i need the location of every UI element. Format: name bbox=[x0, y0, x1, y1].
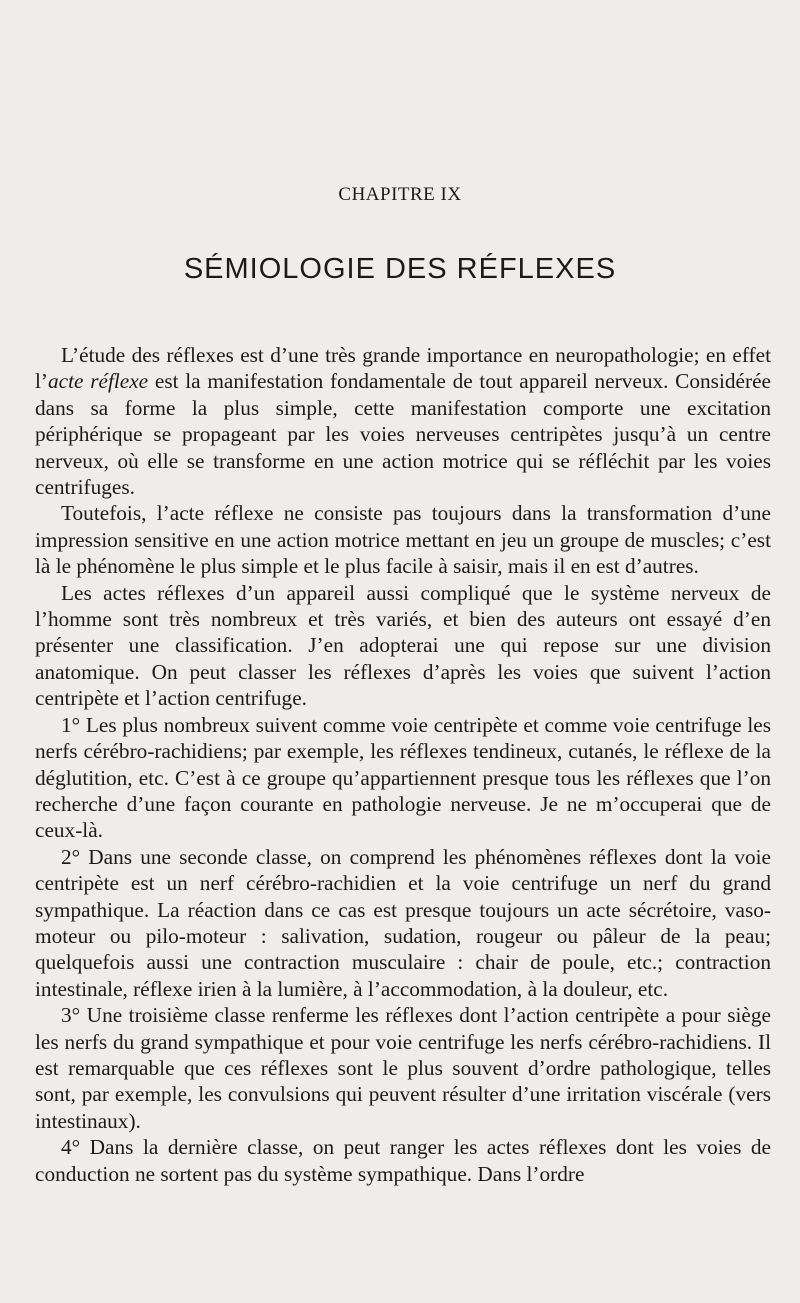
paragraph: 1° Les plus nombreux suivent comme voie centripète et comme voie centrifuge les nerfs cérébro-rachidiens; par exemple, les réflexes tendineux, cutanés, le réflexe de la déglutition, etc. C’est à ce groupe qu’appartiennent presque tous les réflexes que l’on recherche d’une façon courante en pathologie nerveuse. Je ne m’occuperai que de ceux-là. bbox=[35, 712, 771, 843]
chapter-title: SÉMIOLOGIE DES RÉFLEXES bbox=[183, 253, 617, 285]
paragraph: 3° Une troisième classe renferme les réflexes dont l’action centripète a pour siège les nerfs du grand sympathique et pour voie centrifuge les nerfs cérébro-rachidiens. Il est remarquable que ces réflexes sont le plus souvent d’ordre pathologique, telles sont, par exemple, les convulsions qui peuvent résulter d’une irritation viscérale (vers intestinaux). bbox=[35, 1003, 771, 1133]
chapter-heading: CHAPITRE IX bbox=[338, 184, 462, 205]
paragraph: 4° Dans la dernière classe, on peut ranger les actes réflexes dont les voies de conduction ne sortent pas du système sympathique. Dans l’ordre bbox=[35, 1135, 771, 1186]
paragraph-text: L’étude des réflexes est d’une très grande importance en neuropathologie; en effet l’ bbox=[35, 343, 771, 394]
emphasis-text: acte réflexe bbox=[48, 369, 149, 394]
paragraph: Les actes réflexes d’un appareil aussi compliqué que le système nerveux de l’homme sont très nombreux et très variés, et bien des auteurs ont essayé d’en présenter une classification. J’en adopterai une qui repose sur une division anatomique. On peut classer les réflexes d’après les voies que suivent l’action centripète et l’action centrifuge. bbox=[35, 580, 771, 711]
body-text bbox=[35, 342, 771, 1187]
paragraph: 2° Dans une seconde classe, on comprend les phénomènes réflexes dont la voie centripète est un nerf cérébro-rachidien et la voie centrifuge un nerf du grand sympathique. La réaction dans ce cas est presque toujours un acte sécrétoire, vaso-moteur ou pilo-moteur : salivation, sudation, rougeur ou pâleur de la peau; quelquefois aussi une contraction musculaire : chair de poule, etc.; contraction intestinale, réflexe irien à la lumière, à l’accommodation, à la douleur, etc. bbox=[35, 844, 771, 1001]
paragraph-text: est la manifestation fondamentale de tout appareil nerveux. Considérée dans sa forme la plus simple, cette manifestation comporte une excitation périphérique se propageant par les voies nerveuses centripètes jusqu’à un centre nerveux, où elle se transforme en une action motrice qui se réfléchit par les voies centrifuges. bbox=[35, 369, 771, 500]
paragraph: Toutefois, l’acte réflexe ne consiste pas toujours dans la transformation d’une impression sensitive en une action motrice mettant en jeu un groupe de muscles; c’est là le phénomène le plus simple et le plus facile à saisir, mais il en est d’autres. bbox=[35, 501, 771, 579]
paragraph bbox=[35, 342, 771, 500]
